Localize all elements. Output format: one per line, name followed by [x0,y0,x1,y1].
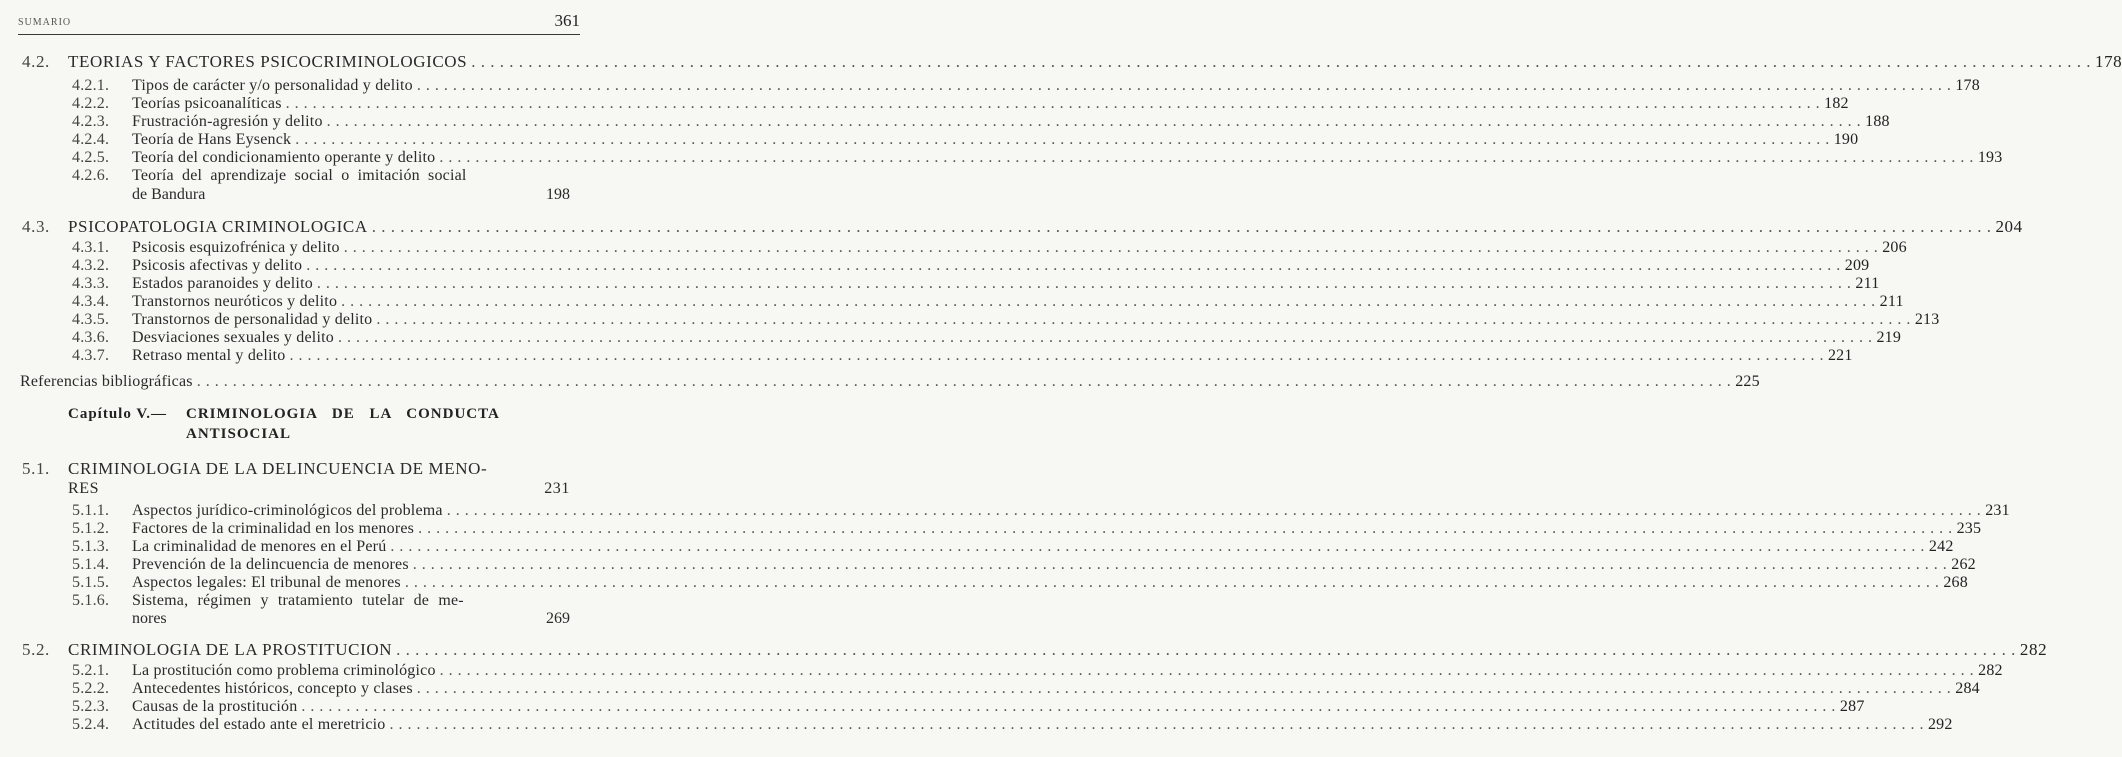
leader-dots [417,77,1952,95]
references-page: 225 [1735,373,1760,390]
item-page: 209 [1844,257,1870,274]
chapter-title-line2: ANTISOCIAL [186,426,292,442]
item-page: 235 [1956,520,1982,537]
section-page: 231 [544,480,570,497]
item-page: 242 [1928,538,1954,555]
toc-section-4-3[interactable] [22,217,2023,237]
leader-dots [376,311,1911,329]
item-title: Retraso mental y delito [132,347,286,364]
toc-item-4-3-1[interactable] [72,239,1907,257]
toc-section-5-2[interactable] [22,640,2048,660]
item-number: 4.3.5. [72,311,110,328]
toc-item-5-1-4[interactable] [72,556,1976,574]
toc-item-4-3-6[interactable] [72,329,1902,347]
toc-item-4-3-2[interactable] [72,257,1870,275]
item-title: Transtornos de personalidad y delito [132,311,373,328]
toc-item-5-2-2[interactable] [72,680,1980,698]
item-page: 206 [1882,239,1907,256]
section-title: TEORIAS Y FACTORES PSICOCRIMINOLOGICOS [68,52,468,71]
item-number: 4.3.4. [72,293,110,310]
item-number: 4.2.6. [72,167,110,184]
leader-dots [327,113,1862,131]
item-page: 213 [1914,311,1940,328]
toc-item-5-1-3[interactable] [72,538,1954,556]
section-number: 5.2. [22,640,50,659]
item-number: 4.3.7. [72,347,110,364]
section-page: 204 [1995,217,2023,236]
item-page: 282 [1978,662,2003,679]
toc-item-4-3-7[interactable] [72,347,1853,365]
toc-item-4-3-4[interactable] [72,293,1904,311]
section-page: 282 [2019,640,2048,659]
item-page: 221 [1827,347,1853,364]
item-title: La prostitución como problema criminológico [132,662,436,679]
section-page: 178 [2094,52,2122,71]
toc-item-5-2-3[interactable] [72,698,1865,716]
toc-item-4-2-2[interactable] [72,95,1849,113]
leader-dots [372,217,1992,237]
item-number: 5.2.2. [72,680,110,697]
item-number: 4.2.5. [72,149,110,166]
item-number: 5.2.1. [72,662,110,679]
leader-dots [344,239,1879,257]
leader-dots [289,347,1824,365]
item-page: 182 [1824,95,1849,112]
item-title: Aspectos jurídico-criminológicos del problema [132,502,443,519]
item-title: La criminalidad de menores en el Perú [132,538,387,555]
leader-dots [389,716,1924,734]
item-number: 4.2.1. [72,77,110,94]
leader-dots [286,95,1821,113]
leader-dots [306,257,1841,275]
item-title: Frustración-agresión y delito [132,113,323,130]
toc-item-4-2-4[interactable] [72,131,1859,149]
toc-item-5-1-2[interactable] [72,520,1982,538]
section-number: 5.1. [22,459,50,478]
item-title: Causas de la prostitución [132,698,298,715]
toc-section-5-1-continued[interactable] [68,480,570,498]
item-title: Tipos de carácter y/o personalidad y delito [132,77,413,94]
section-title: CRIMINOLOGIA DE LA PROSTITUCION [68,640,393,659]
chapter-title-line1: CRIMINOLOGIA DE LA CONDUCTA [186,406,500,422]
item-page: 188 [1865,113,1890,130]
leader-dots [440,662,1975,680]
item-number: 5.1.4. [72,556,110,573]
leader-dots [413,556,1948,574]
toc-item-4-2-3[interactable] [72,113,1890,131]
item-number: 5.2.4. [72,716,110,733]
item-number: 5.1.6. [72,592,110,609]
leader-dots [418,520,1953,538]
leader-dots [417,680,1952,698]
leader-dots [295,131,1830,149]
item-number: 4.2.3. [72,113,110,130]
toc-item-5-1-5[interactable] [72,574,1968,592]
chapter-heading [68,406,568,446]
item-page: 178 [1955,77,1980,94]
item-page: 292 [1927,716,1953,733]
leader-dots [396,640,2016,660]
toc-item-4-2-6-continued[interactable] [132,186,570,204]
toc-item-4-2-1[interactable] [72,77,1980,95]
chapter-label: Capítulo V.— [68,406,167,422]
toc-item-5-1-6[interactable] [72,592,570,610]
item-number: 5.1.1. [72,502,110,519]
leader-dots [338,329,1873,347]
item-page: 284 [1955,680,1980,697]
item-title: Factores de la criminalidad en los menores [132,520,415,537]
leader-dots [301,698,1836,716]
item-number: 4.2.4. [72,131,110,148]
item-title: Psicosis esquizofrénica y delito [132,239,340,256]
item-page: 190 [1833,131,1859,148]
item-page: 198 [546,186,570,203]
leader-dots [471,52,2091,72]
item-title: Sistema, régimen y tratamiento tutelar de me- [132,592,464,609]
leader-dots [341,293,1876,311]
item-number: 4.3.6. [72,329,110,346]
item-page: 287 [1839,698,1865,715]
item-number: 5.1.3. [72,538,110,555]
item-title: Estados paranoides y delito [132,275,313,292]
item-page: 231 [1985,502,2010,519]
leader-dots [439,149,1974,167]
item-page: 219 [1876,329,1902,346]
item-number: 4.3.3. [72,275,110,292]
references-title: Referencias bibliográficas [20,373,193,390]
item-page: 262 [1951,556,1976,573]
item-title: Psicosis afectivas y delito [132,257,303,274]
running-header-title: SUMARIO [18,17,72,28]
item-number: 5.2.3. [72,698,110,715]
toc-section-5-1[interactable] [22,459,570,479]
item-number: 5.1.2. [72,520,110,537]
item-title: Aspectos legales: El tribunal de menores [132,574,401,591]
leader-dots [405,574,1940,592]
toc-item-4-2-5[interactable] [72,149,2003,167]
toc-item-4-2-6[interactable] [72,167,570,185]
section-title-continued: RES [68,480,100,497]
section-number: 4.2. [22,52,50,71]
item-number: 4.3.1. [72,239,110,256]
item-title: Teorías psicoanalíticas [132,95,282,112]
leader-dots [317,275,1852,293]
leader-dots [390,538,1925,556]
item-number: 5.1.5. [72,574,110,591]
item-title: Transtornos neuróticos y delito [132,293,338,310]
item-page: 211 [1879,293,1904,310]
item-page: 211 [1855,275,1880,292]
item-title: Prevención de la delincuencia de menores [132,556,409,573]
item-page: 193 [1977,149,2003,166]
page-header [18,8,580,35]
item-title-continued: nores [132,610,167,627]
toc-item-4-3-5[interactable] [72,311,1940,329]
toc-item-5-1-1[interactable] [72,502,2010,520]
item-title: Antecedentes históricos, concepto y clases [132,680,413,697]
toc-references[interactable] [20,373,1760,391]
item-title-continued: de Bandura [132,186,206,203]
toc-item-5-2-1[interactable] [72,662,2003,680]
toc-item-5-2-4[interactable] [72,716,1953,734]
item-title: Desviaciones sexuales y delito [132,329,334,346]
section-title: CRIMINOLOGIA DE LA DELINCUENCIA DE MENO- [68,459,488,478]
item-page: 269 [546,610,570,627]
item-title: Teoría de Hans Eysenck [132,131,292,148]
toc-item-4-3-3[interactable] [72,275,1880,293]
leader-dots [197,373,1732,391]
item-title: Teoría del aprendizaje social o imitación social [132,167,467,184]
toc-item-5-1-6-continued[interactable] [132,610,570,628]
toc-section-4-2[interactable] [22,52,2122,72]
item-title: Teoría del condicionamiento operante y delito [132,149,436,166]
section-title: PSICOPATOLOGIA CRIMINOLOGICA [68,217,368,236]
item-page: 268 [1943,574,1968,591]
item-number: 4.2.2. [72,95,110,112]
section-number: 4.3. [22,217,50,236]
leader-dots [447,502,1982,520]
page-number: 361 [554,11,580,30]
item-title: Actitudes del estado ante el meretricio [132,716,386,733]
item-number: 4.3.2. [72,257,110,274]
